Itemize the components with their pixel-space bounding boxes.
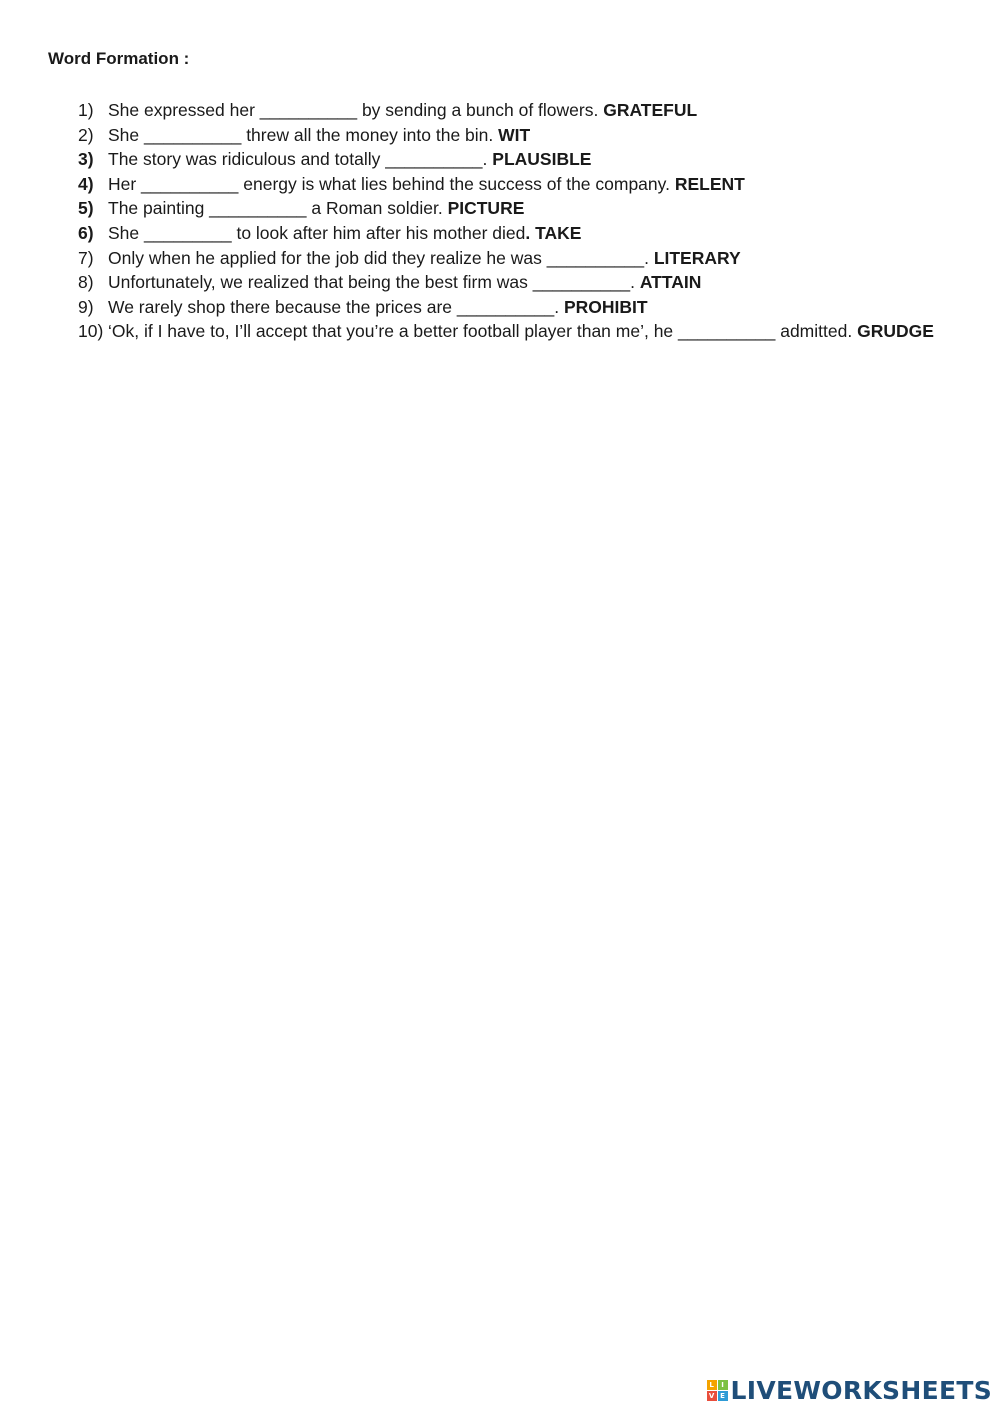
list-item bbox=[78, 196, 938, 221]
logo-mark-icon bbox=[707, 1380, 728, 1401]
item-sentence: She _________ to look after him after his mother died bbox=[108, 222, 526, 243]
list-item bbox=[78, 221, 938, 246]
list-item bbox=[78, 123, 938, 148]
page-title: Word Formation : bbox=[48, 49, 190, 68]
item-number: 3) bbox=[78, 149, 94, 170]
item-number: 1) bbox=[78, 100, 94, 120]
liveworksheets-logo bbox=[707, 1376, 992, 1405]
item-number: 10) bbox=[78, 321, 104, 342]
item-prompt-word: ATTAIN bbox=[639, 272, 702, 293]
list-item bbox=[78, 319, 938, 344]
item-sentence: Only when he applied for the job did they realize he was __________. bbox=[108, 247, 649, 268]
item-prompt-word: RELENT bbox=[674, 173, 745, 194]
item-number: 5) bbox=[78, 198, 94, 219]
item-number: 6) bbox=[78, 222, 94, 243]
item-prompt-word: PLAUSIBLE bbox=[492, 149, 592, 170]
logo-letter: E bbox=[718, 1391, 728, 1401]
list-item bbox=[78, 295, 938, 320]
item-sentence: Unfortunately, we realized that being the best firm was __________. bbox=[108, 272, 635, 293]
list-item bbox=[78, 246, 938, 271]
item-sentence: The painting __________ a Roman soldier. bbox=[108, 198, 443, 219]
item-sentence: She expressed her __________ by sending a bunch of flowers. bbox=[108, 100, 599, 120]
item-sentence: She __________ threw all the money into the bin. bbox=[108, 124, 494, 145]
logo-letter: I bbox=[718, 1380, 728, 1390]
list-item bbox=[78, 270, 938, 295]
item-prompt-word: GRATEFUL bbox=[603, 100, 698, 120]
item-prompt-word: PICTURE bbox=[447, 198, 525, 219]
item-number: 7) bbox=[78, 247, 94, 268]
list-item bbox=[78, 172, 938, 197]
logo-text: LIVEWORKSHEETS bbox=[730, 1376, 992, 1405]
item-prompt-word: . TAKE bbox=[525, 222, 582, 243]
item-number: 8) bbox=[78, 272, 94, 293]
list-item bbox=[78, 98, 938, 123]
item-prompt-word: PROHIBIT bbox=[563, 296, 648, 317]
item-sentence: Her __________ energy is what lies behind the success of the company. bbox=[108, 173, 670, 194]
item-sentence: The story was ridiculous and totally __________. bbox=[108, 149, 488, 170]
item-prompt-word: LITERARY bbox=[653, 247, 741, 268]
logo-letter: L bbox=[707, 1380, 717, 1390]
list-item bbox=[78, 147, 938, 172]
item-sentence: We rarely shop there because the prices are __________. bbox=[108, 296, 560, 317]
item-number: 9) bbox=[78, 296, 94, 317]
exercise-list bbox=[78, 98, 938, 344]
item-prompt-word: WIT bbox=[498, 124, 531, 145]
logo-letter: V bbox=[707, 1391, 717, 1401]
item-number: 4) bbox=[78, 173, 94, 194]
item-number: 2) bbox=[78, 124, 94, 145]
item-prompt-word: GRUDGE bbox=[857, 321, 934, 342]
item-sentence: ‘Ok, if I have to, I’ll accept that you’re a better football player than me’, he __________ admitted. bbox=[108, 321, 853, 342]
